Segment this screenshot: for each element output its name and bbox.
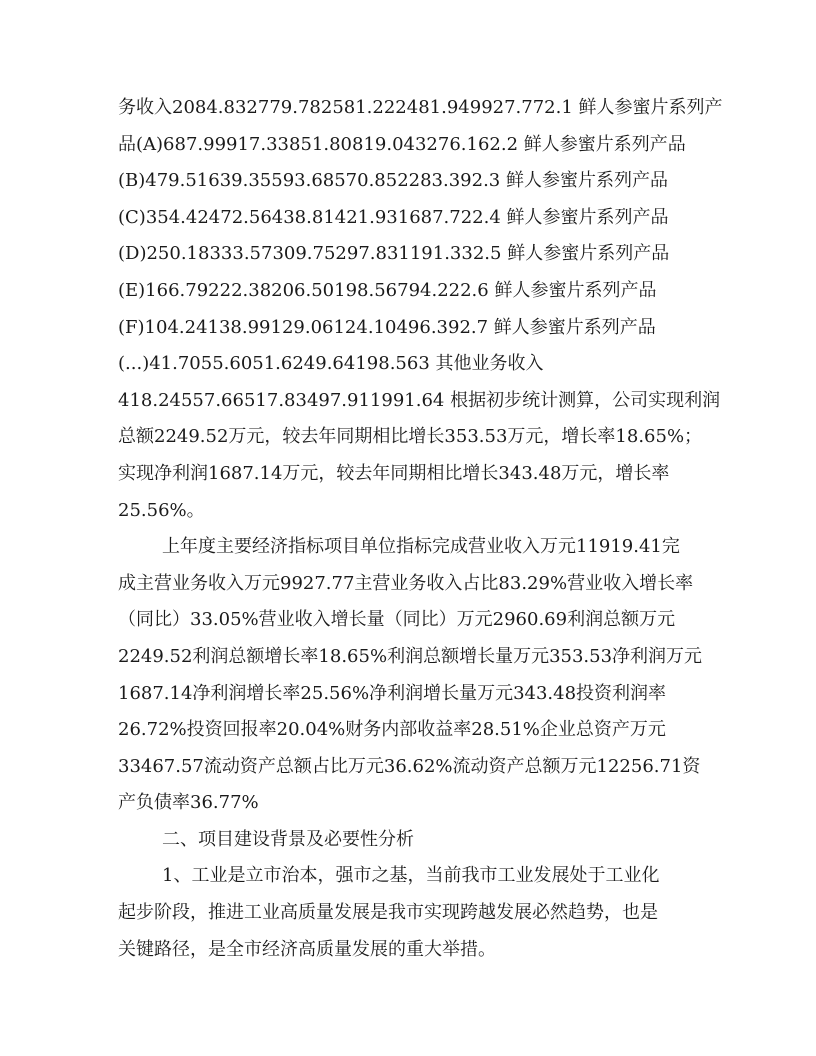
text-line: 总额2249.52万元，较去年同期相比增长353.53万元，增长率18.65%； bbox=[118, 426, 703, 448]
text-line: (C)354.42472.56438.81421.931687.722.4 鲜人参蜜片系列产品 bbox=[118, 206, 669, 228]
text-line: (E)166.79222.38206.50198.56794.222.6 鲜人参蜜片系列产品 bbox=[118, 279, 657, 301]
text-line: 品(A)687.99917.33851.80819.043276.162.2 鲜人参蜜片系列产品 bbox=[118, 133, 686, 155]
text-line: (F)104.24138.99129.06124.10496.392.7 鲜人参蜜片系列产品 bbox=[118, 316, 656, 338]
text-line: (D)250.18333.57309.75297.831191.332.5 鲜人参蜜片系列产品 bbox=[118, 243, 670, 265]
text-line: 33467.57流动资产总额占比万元36.62%流动资产总额万元12256.71资 bbox=[118, 755, 701, 777]
paragraph-revenue-breakdown bbox=[118, 90, 723, 529]
document-body bbox=[118, 90, 723, 968]
text-line: 务收入2084.832779.782581.222481.949927.772.1 鲜人参蜜片系列产 bbox=[118, 97, 723, 118]
text-line: (...)41.7055.6051.6249.64198.563 其他业务收入 bbox=[118, 353, 544, 375]
paragraph-economic-indicators bbox=[118, 529, 708, 822]
text-line: 1、工业是立市治本，强市之基，当前我市工业发展处于工业化 bbox=[162, 865, 660, 887]
text-line: 26.72%投资回报率20.04%财务内部收益率28.51%企业总资产万元 bbox=[118, 719, 666, 741]
text-line: 上年度主要经济指标项目单位指标完成营业收入万元11919.41完 bbox=[162, 536, 680, 558]
text-line: 1687.14净利润增长率25.56%净利润增长量万元343.48投资利润率 bbox=[118, 682, 667, 704]
text-line: 起步阶段，推进工业高质量发展是我市实现跨越发展必然趋势，也是 bbox=[118, 902, 658, 924]
text-line: 成主营业务收入万元9927.77主营业务收入占比83.29%营业收入增长率 bbox=[118, 572, 694, 594]
text-line: (B)479.51639.35593.68570.852283.392.3 鲜人参蜜片系列产品 bbox=[118, 170, 668, 192]
text-line: 关键路径，是全市经济高质量发展的重大举措。 bbox=[118, 938, 496, 960]
paragraph-background bbox=[118, 858, 708, 968]
text-line: （同比）33.05%营业收入增长量（同比）万元2960.69利润总额万元 bbox=[118, 609, 676, 631]
text-line: 25.56%。 bbox=[118, 499, 205, 521]
section-heading: 二、项目建设背景及必要性分析 bbox=[162, 828, 414, 850]
text-line: 418.24557.66517.83497.911991.64 根据初步统计测算，公司实现利润 bbox=[118, 389, 721, 411]
text-line: 产负债率36.77% bbox=[118, 792, 259, 814]
text-line: 实现净利润1687.14万元，较去年同期相比增长343.48万元，增长率 bbox=[118, 462, 670, 484]
text-line: 2249.52利润总额增长率18.65%利润总额增长量万元353.53净利润万元 bbox=[118, 645, 703, 667]
